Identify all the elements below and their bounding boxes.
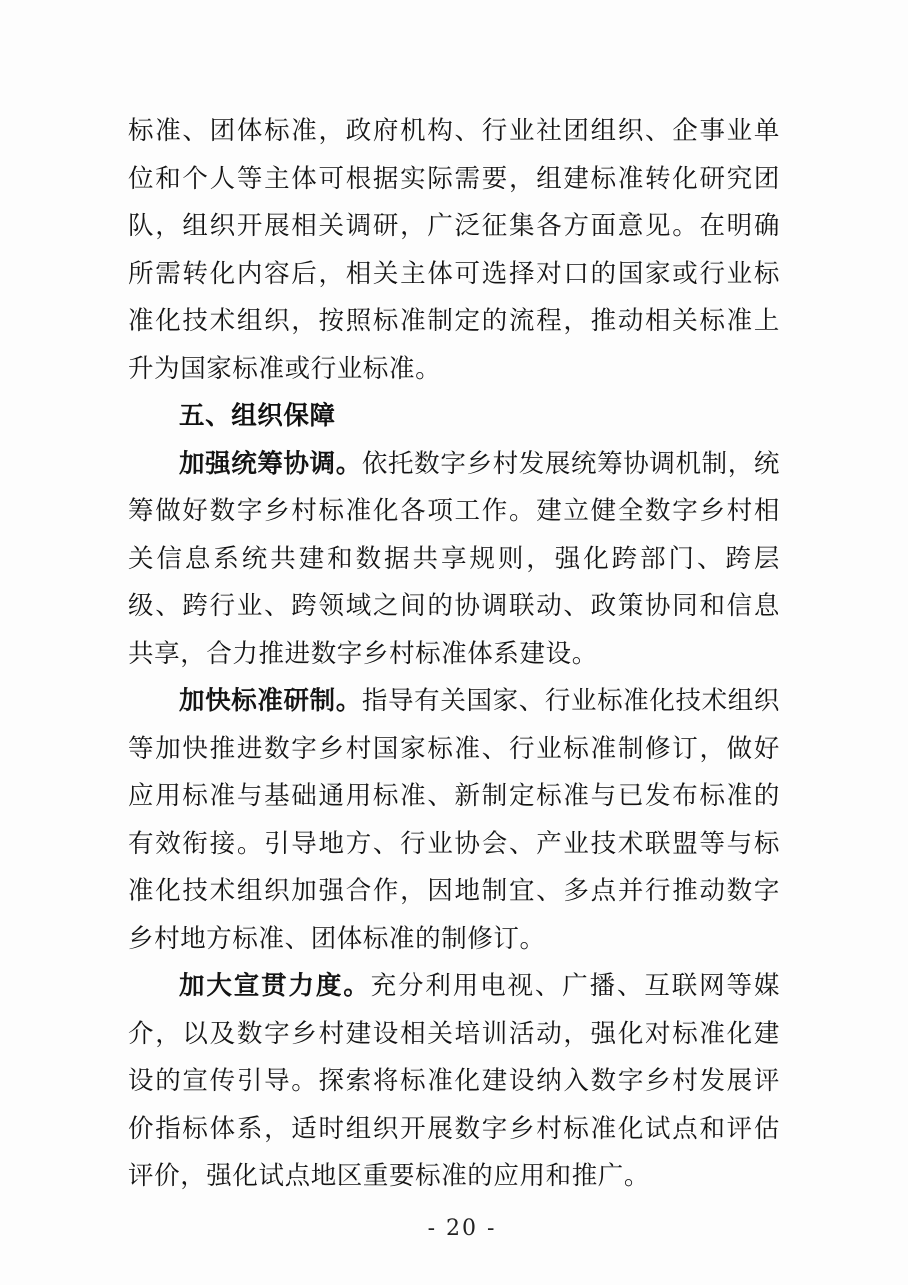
paragraph-text: 标准、团体标准，政府机构、行业社团组织、企事业单位和个人等主体可根据实际需要，组建标准转化研究团队，组织开展相关调研，广泛征集各方面意见。在明确所需转化内容后，相关主体可选择对口的国家或行业标准化技术组织，按照标准制定的流程，推动相关标准上升为国家标准或行业标准。 bbox=[128, 116, 780, 384]
section-heading-organizational-support bbox=[128, 393, 780, 441]
paragraph-text: 依托数字乡村发展统筹协调机制，统筹做好数字乡村标准化各项工作。建立健全数字乡村相关信息系统共建和数据共享规则，强化跨部门、跨层级、跨行业、跨领域之间的协调联动、政策协同和信息共享，合力推进数字乡村标准体系建设。 bbox=[128, 448, 780, 669]
paragraph-lead-label: 加强统筹协调。 bbox=[179, 448, 362, 479]
paragraph-increase-publicity bbox=[128, 963, 780, 1201]
paragraph-continuation bbox=[128, 108, 780, 393]
page-footer bbox=[0, 1216, 908, 1241]
section-heading-text: 五、组织保障 bbox=[179, 401, 336, 431]
paragraph-lead-label: 加快标准研制。 bbox=[179, 686, 362, 716]
paragraph-accelerate-standard-development bbox=[128, 678, 780, 963]
paragraph-lead-label: 加大宣贯力度。 bbox=[179, 971, 371, 1001]
paragraph-text: 指导有关国家、行业标准化技术组织等加快推进数字乡村国家标准、行业标准制修订，做好应用标准与基础通用标准、新制定标准与已发布标准的有效衔接。引导地方、行业协会、产业技术联盟等与标准化技术组织加强合作，因地制宜、多点并行推动数字乡村地方标准、团体标准的制修订。 bbox=[128, 686, 780, 954]
paragraph-strengthen-coordination bbox=[128, 441, 780, 679]
paragraph-text: 充分利用电视、广播、互联网等媒介，以及数字乡村建设相关培训活动，强化对标准化建设的宣传引导。探索将标准化建设纳入数字乡村发展评价指标体系，适时组织开展数字乡村标准化试点和评估评价，强化试点地区重要标准的应用和推广。 bbox=[128, 971, 780, 1191]
page-number: - 20 - bbox=[427, 1216, 497, 1241]
document-body bbox=[128, 108, 780, 1201]
